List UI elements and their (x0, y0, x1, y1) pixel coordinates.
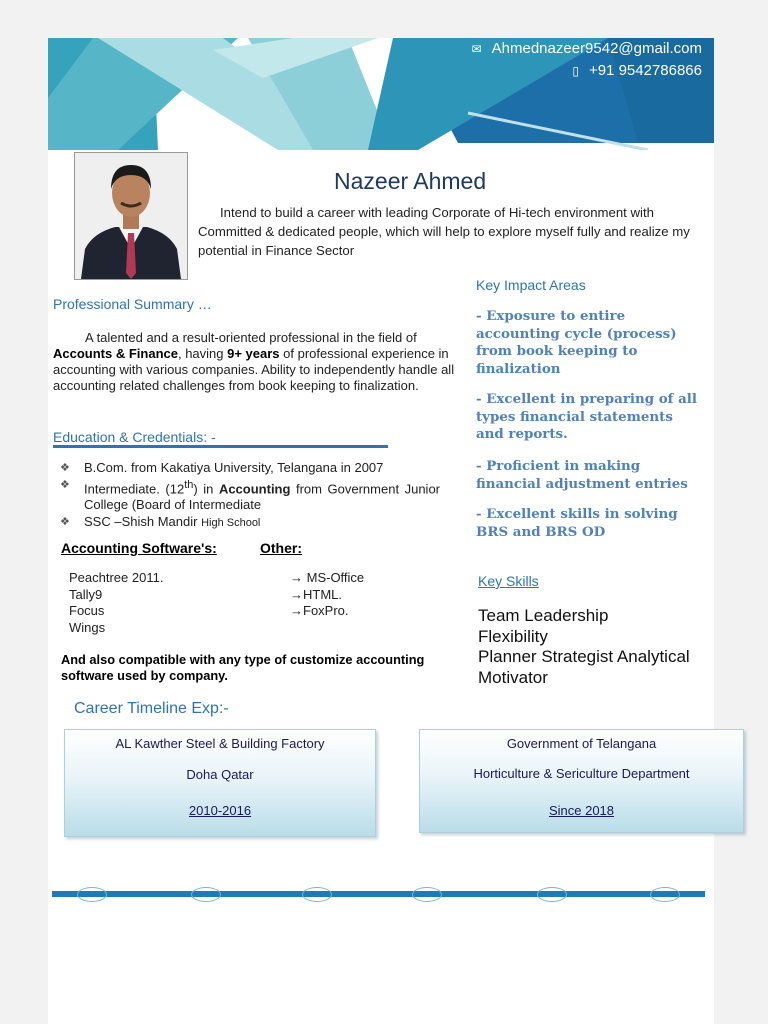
skill-item: Team Leadership (478, 606, 609, 625)
key-skills-list (478, 606, 690, 688)
profile-photo (74, 152, 188, 280)
career-card (64, 729, 376, 837)
education-list (60, 460, 440, 531)
compatibility-note: And also compatible with any type of customize accounting software used by company. (61, 652, 425, 683)
timeline-marker (537, 887, 567, 902)
impact-item: - Excellent in preparing of all types financial statements and reports. (476, 391, 697, 442)
software-item: Wings (69, 619, 106, 635)
timeline-marker (191, 887, 221, 902)
skill-item: Planner Strategist Analytical (478, 647, 690, 666)
timeline-marker (412, 887, 442, 902)
professional-summary-text: A talented and a result-oriented professional in the field of Accounts & Finance, having 9+ years of professional experience in accounting with various companies. Ability to independently handle all accounting related challenges from book keeping to finalization. (53, 330, 455, 393)
software-item: →HTML. (290, 586, 342, 602)
timeline-marker (77, 887, 107, 902)
software-item: Focus (69, 603, 105, 618)
skill-item: Flexibility (478, 626, 548, 646)
accounting-software-list (69, 570, 163, 636)
timeline-marker (650, 887, 680, 902)
timeline-marker (302, 887, 332, 902)
skill-item: Motivator (478, 667, 548, 687)
education-item: ❖ SSC –Shish Mandir High School (60, 513, 261, 529)
career-organization: AL Kawther Steel & Building Factory (115, 736, 325, 751)
education-divider (53, 445, 388, 448)
career-organization: Government of Telangana (506, 736, 657, 751)
contact-email[interactable]: ✉ Ahmednazeer9542@gmail.com (471, 40, 702, 57)
envelope-icon: ✉ (471, 42, 482, 56)
career-objective: Intend to build a career with leading Corporate of Hi-tech environment with Committed & dedicated people, which will help to explore myself fully and realize my potential in Finance Sector (198, 205, 690, 258)
impact-item: - Excellent skills in solving BRS and BRS OD (476, 506, 678, 540)
diamond-bullet-icon: ❖ (60, 462, 70, 474)
diamond-bullet-icon: ❖ (60, 515, 70, 528)
timeline-bar (52, 891, 705, 897)
career-location: Doha Qatar (186, 767, 254, 782)
mobile-phone-icon: ▯ (572, 64, 579, 78)
career-timeline-heading: Career Timeline Exp:- (74, 700, 229, 717)
impact-item: - Exposure to entire accounting cycle (process) from book keeping to finalization (476, 308, 677, 377)
key-impact-heading: Key Impact Areas (476, 277, 586, 293)
candidate-name: Nazeer Ahmed (334, 168, 487, 194)
career-years: 2010-2016 (188, 803, 252, 818)
accounting-software-heading: Accounting Software's: (61, 540, 217, 556)
key-skills-heading: Key Skills (478, 573, 539, 589)
career-years: Since 2018 (548, 803, 615, 818)
diamond-bullet-icon: ❖ (60, 478, 70, 491)
other-software-list (290, 570, 364, 620)
education-item: ❖ Intermediate. (12th) in Accounting from Government Junior College (Board of Intermediate (60, 478, 441, 513)
software-item: → MS-Office (290, 570, 365, 585)
software-item: Peachtree 2011. (69, 570, 164, 585)
software-item: →FoxPro. (290, 603, 349, 618)
career-location: Horticulture & Sericulture Department (473, 766, 690, 781)
career-card (419, 729, 744, 833)
person-avatar-icon (75, 153, 187, 279)
professional-summary-heading: Professional Summary … (53, 296, 212, 312)
education-item: ❖ B.Com. from Kakatiya University, Telangana in 2007 (60, 460, 384, 475)
other-software-heading: Other: (260, 540, 302, 556)
software-item: Tally9 (69, 586, 103, 602)
impact-item: - Proficient in making financial adjustment entries (476, 458, 688, 492)
education-heading: Education & Credentials: - (53, 429, 216, 445)
contact-phone[interactable]: ▯ +91 9542786866 (572, 62, 702, 79)
